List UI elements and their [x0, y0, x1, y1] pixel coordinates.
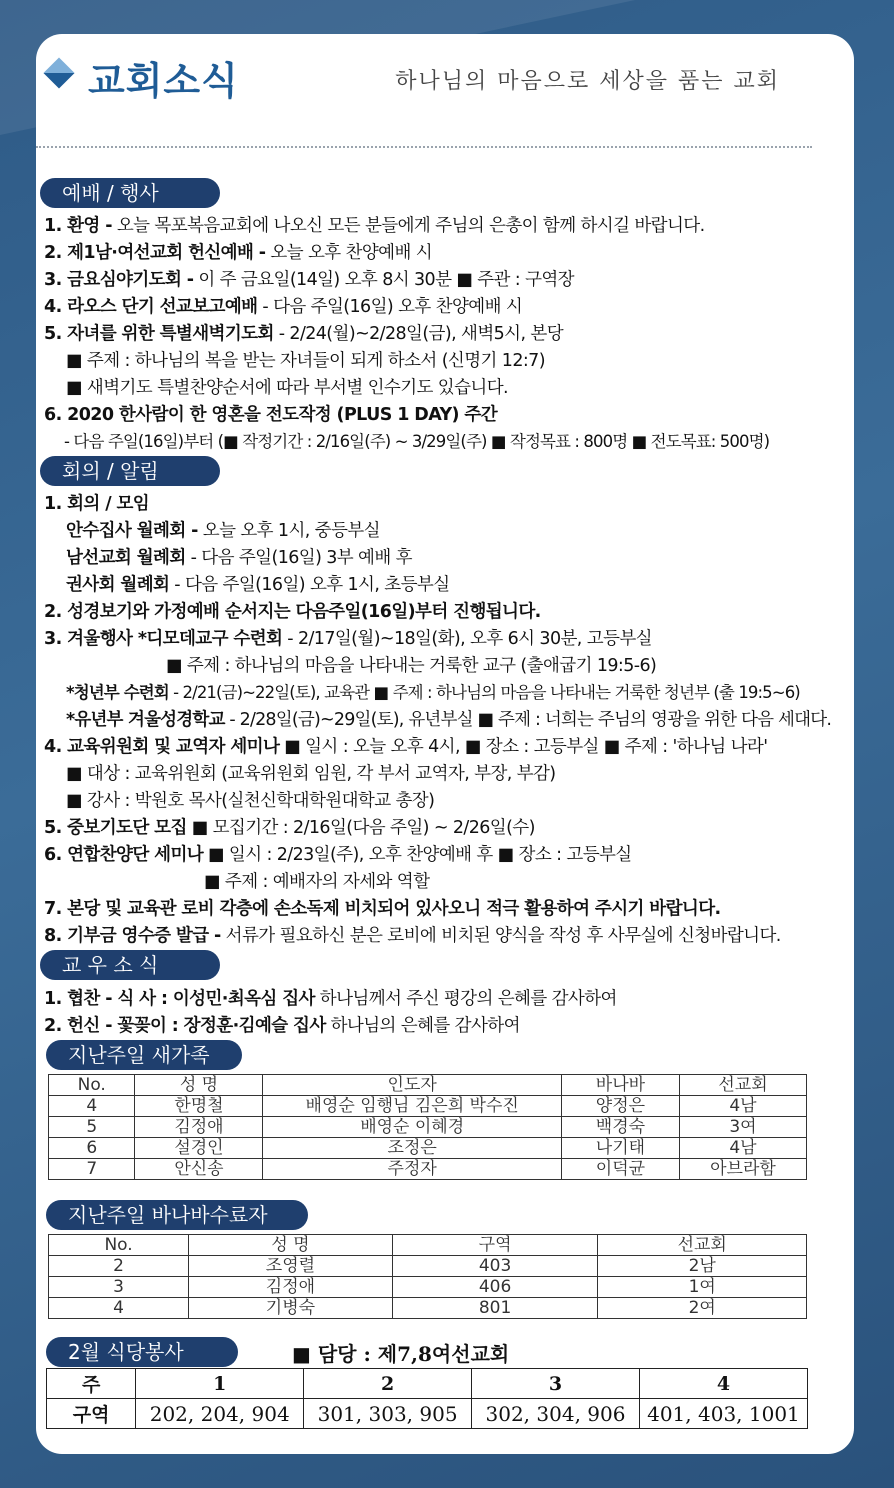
table-cell: 이덕균 — [561, 1159, 679, 1180]
table-cell: 406 — [392, 1277, 598, 1298]
news-item-1: 1. 협찬 - 식 사 : 이성민·최옥심 집사 하나님께서 주신 평강의 은혜를 감사하여 — [44, 989, 617, 1009]
table-header-cell: 주 — [47, 1369, 136, 1399]
meeting-item-3-children: *유년부 겨울성경학교 - 2/28일(금)~29일(토), 유년부실 ■ 주제 : 너희는 주님의 영광을 위한 다음 세대다. — [66, 710, 832, 730]
table-cell: 4 — [49, 1096, 135, 1117]
table-cell: 4남 — [679, 1096, 806, 1117]
table-header-row — [49, 1235, 807, 1256]
table-cell: 조정은 — [263, 1138, 561, 1159]
worship-item-6-detail: - 다음 주일(16일)부터 (■ 작정기간 : 2/16일(주) ~ 3/29일(주) ■ 작정목표 : 800명 ■ 전도목표: 500명) — [64, 432, 770, 451]
table-header-cell: 2 — [304, 1369, 472, 1399]
table-cell: 4 — [49, 1298, 189, 1319]
table-cell: 6 — [49, 1138, 135, 1159]
worship-item-1: 1. 환영 - 오늘 목포복음교회에 나오신 모든 분들에게 주님의 은총이 함께 하시길 바랍니다. — [44, 216, 705, 236]
section-news-label: 교 우 소 식 — [40, 950, 220, 980]
table-cell: 배영순 임행님 김은희 박수진 — [263, 1096, 561, 1117]
meeting-item-2: 2. 성경보기와 가정예배 순서지는 다음주일(16일)부터 진행됩니다. — [44, 602, 541, 622]
table-header-cell: 인도자 — [263, 1075, 561, 1096]
dotted-divider — [36, 146, 812, 148]
table-row — [49, 1117, 807, 1138]
table-header-cell: No. — [49, 1075, 135, 1096]
table-cell: 백경숙 — [561, 1117, 679, 1138]
church-slogan: 하나님의 마음으로 세상을 품는 교회 — [395, 69, 780, 94]
table-cell: 양정은 — [561, 1096, 679, 1117]
table-cell: 301, 303, 905 — [304, 1399, 472, 1429]
table-cell: 1여 — [598, 1277, 807, 1298]
table-cell: 아브라함 — [679, 1159, 806, 1180]
meeting-item-4: 4. 교육위원회 및 교역자 세미나 ■ 일시 : 오늘 오후 4시, ■ 장소 : 고등부실 ■ 주제 : '하나님 나라' — [44, 737, 768, 757]
table-cell: 김정애 — [189, 1277, 393, 1298]
worship-item-5-theme: ■ 주제 : 하나님의 복을 받는 자녀들이 되게 하소서 (신명기 12:7) — [66, 351, 545, 371]
table-cell: 2 — [49, 1256, 189, 1277]
news-item-2: 2. 헌신 - 꽃꽂이 : 장정훈·김예슬 집사 하나님의 은혜를 감사하여 — [44, 1016, 520, 1036]
table-cell: 안신송 — [135, 1159, 263, 1180]
table-cell: 기병숙 — [189, 1298, 393, 1319]
table-cell: 2여 — [598, 1298, 807, 1319]
table-row — [49, 1277, 807, 1298]
table-row — [47, 1399, 808, 1429]
table-cell: 4남 — [679, 1138, 806, 1159]
worship-item-4: 4. 라오스 단기 선교보고예배 - 다음 주일(16일) 오후 찬양예배 시 — [44, 297, 523, 317]
table-cell: 한명철 — [135, 1096, 263, 1117]
worship-item-3: 3. 금요심야기도회 - 이 주 금요일(14일) 오후 8시 30분 ■ 주관 : 구역장 — [44, 270, 574, 290]
page-title: 교회소식 — [88, 59, 239, 103]
table-cell: 302, 304, 906 — [472, 1399, 640, 1429]
table-header-cell: 선교회 — [679, 1075, 806, 1096]
worship-item-2: 2. 제1남·여선교회 헌신예배 - 오늘 오후 찬양예배 시 — [44, 243, 433, 263]
meeting-item-3: 3. 겨울행사 *디모데교구 수련회 - 2/17일(월)~18일(화), 오후 6시 30분, 고등부실 — [44, 629, 652, 649]
table-cell: 801 — [392, 1298, 598, 1319]
worship-item-5-note: ■ 새벽기도 특별찬양순서에 따라 부서별 인수기도 있습니다. — [66, 378, 508, 398]
table-header-cell: 성 명 — [189, 1235, 393, 1256]
barnabas-table — [48, 1234, 807, 1319]
table-cell: 3 — [49, 1277, 189, 1298]
meeting-item-8: 8. 기부금 영수증 발급 - 서류가 필요하신 분은 로비에 비치된 양식을 작성 후 사무실에 신청바랍니다. — [44, 926, 781, 946]
diamond-icon — [43, 57, 74, 88]
table-header-cell: 선교회 — [598, 1235, 807, 1256]
section-barnabas-label: 지난주일 바나바수료자 — [46, 1200, 308, 1230]
table-cell: 3여 — [679, 1117, 806, 1138]
meeting-item-1c: 권사회 월례회 - 다음 주일(16일) 오후 1시, 초등부실 — [66, 575, 450, 595]
kitchen-duty: ■ 담당 : 제7,8여선교회 — [292, 1342, 510, 1366]
table-header-row — [47, 1369, 808, 1399]
table-header-cell: 4 — [639, 1369, 807, 1399]
table-cell: 401, 403, 1001 — [639, 1399, 807, 1429]
table-header-cell: 성 명 — [135, 1075, 263, 1096]
section-meeting-label: 회의 / 알림 — [40, 456, 220, 486]
meeting-item-3-theme: ■ 주제 : 하나님의 마음을 나타내는 거룩한 교구 (출애굽기 19:5-6) — [166, 656, 657, 676]
section-worship-label: 예배 / 행사 — [40, 178, 220, 208]
section-kitchen-label: 2월 식당봉사 — [46, 1337, 238, 1367]
table-cell: 202, 204, 904 — [136, 1399, 304, 1429]
worship-item-6: 6. 2020 한사람이 한 영혼을 전도작정 (PLUS 1 DAY) 주간 — [44, 405, 498, 425]
meeting-item-1: 1. 회의 / 모임 — [44, 494, 150, 514]
meeting-item-1b: 남선교회 월례회 - 다음 주일(16일) 3부 예배 후 — [66, 548, 412, 568]
table-header-cell: 구역 — [392, 1235, 598, 1256]
table-cell: 구역 — [47, 1399, 136, 1429]
table-row — [49, 1159, 807, 1180]
table-cell: 조영렬 — [189, 1256, 393, 1277]
table-cell: 나기태 — [561, 1138, 679, 1159]
table-row — [49, 1298, 807, 1319]
table-cell: 2남 — [598, 1256, 807, 1277]
table-header-cell: 3 — [472, 1369, 640, 1399]
page-header — [40, 50, 780, 110]
table-cell: 403 — [392, 1256, 598, 1277]
table-header-cell: 바나바 — [561, 1075, 679, 1096]
table-cell: 7 — [49, 1159, 135, 1180]
meeting-item-5: 5. 중보기도단 모집 ■ 모집기간 : 2/16일(다음 주일) ~ 2/26일(수) — [44, 818, 535, 838]
meeting-item-1a: 안수집사 월례회 - 오늘 오후 1시, 중등부실 — [66, 521, 380, 541]
kitchen-table — [46, 1368, 808, 1429]
meeting-item-6-theme: ■ 주제 : 예배자의 자세와 역할 — [204, 872, 430, 892]
table-cell: 배영순 이혜경 — [263, 1117, 561, 1138]
meeting-item-7: 7. 본당 및 교육관 로비 각층에 손소독제 비치되어 있사오니 적극 활용하여 주시기 바랍니다. — [44, 899, 721, 919]
table-cell: 5 — [49, 1117, 135, 1138]
table-cell: 주정자 — [263, 1159, 561, 1180]
table-header-cell: No. — [49, 1235, 189, 1256]
table-row — [49, 1256, 807, 1277]
table-header-row — [49, 1075, 807, 1096]
newfamily-table — [48, 1074, 807, 1180]
meeting-item-4-target: ■ 대상 : 교육위원회 (교육위원회 임원, 각 부서 교역자, 부장, 부감) — [66, 764, 556, 784]
table-cell: 김정애 — [135, 1117, 263, 1138]
table-header-cell: 1 — [136, 1369, 304, 1399]
meeting-item-6: 6. 연합찬양단 세미나 ■ 일시 : 2/23일(주), 오후 찬양예배 후 ■ 장소 : 고등부실 — [44, 845, 632, 865]
table-cell: 설경인 — [135, 1138, 263, 1159]
meeting-item-3-youth: *청년부 수련회 - 2/21(금)~22일(토), 교육관 ■ 주제 : 하나님의 마음을 나타내는 거룩한 청년부 (출 19:5~6) — [66, 683, 800, 702]
table-row — [49, 1096, 807, 1117]
section-newfamily-label: 지난주일 새가족 — [46, 1040, 242, 1070]
worship-item-5: 5. 자녀를 위한 특별새벽기도회 - 2/24(월)~2/28일(금), 새벽5시, 본당 — [44, 324, 563, 344]
meeting-item-4-speaker: ■ 강사 : 박원호 목사(실천신학대학원대학교 총장) — [66, 791, 435, 811]
table-row — [49, 1138, 807, 1159]
